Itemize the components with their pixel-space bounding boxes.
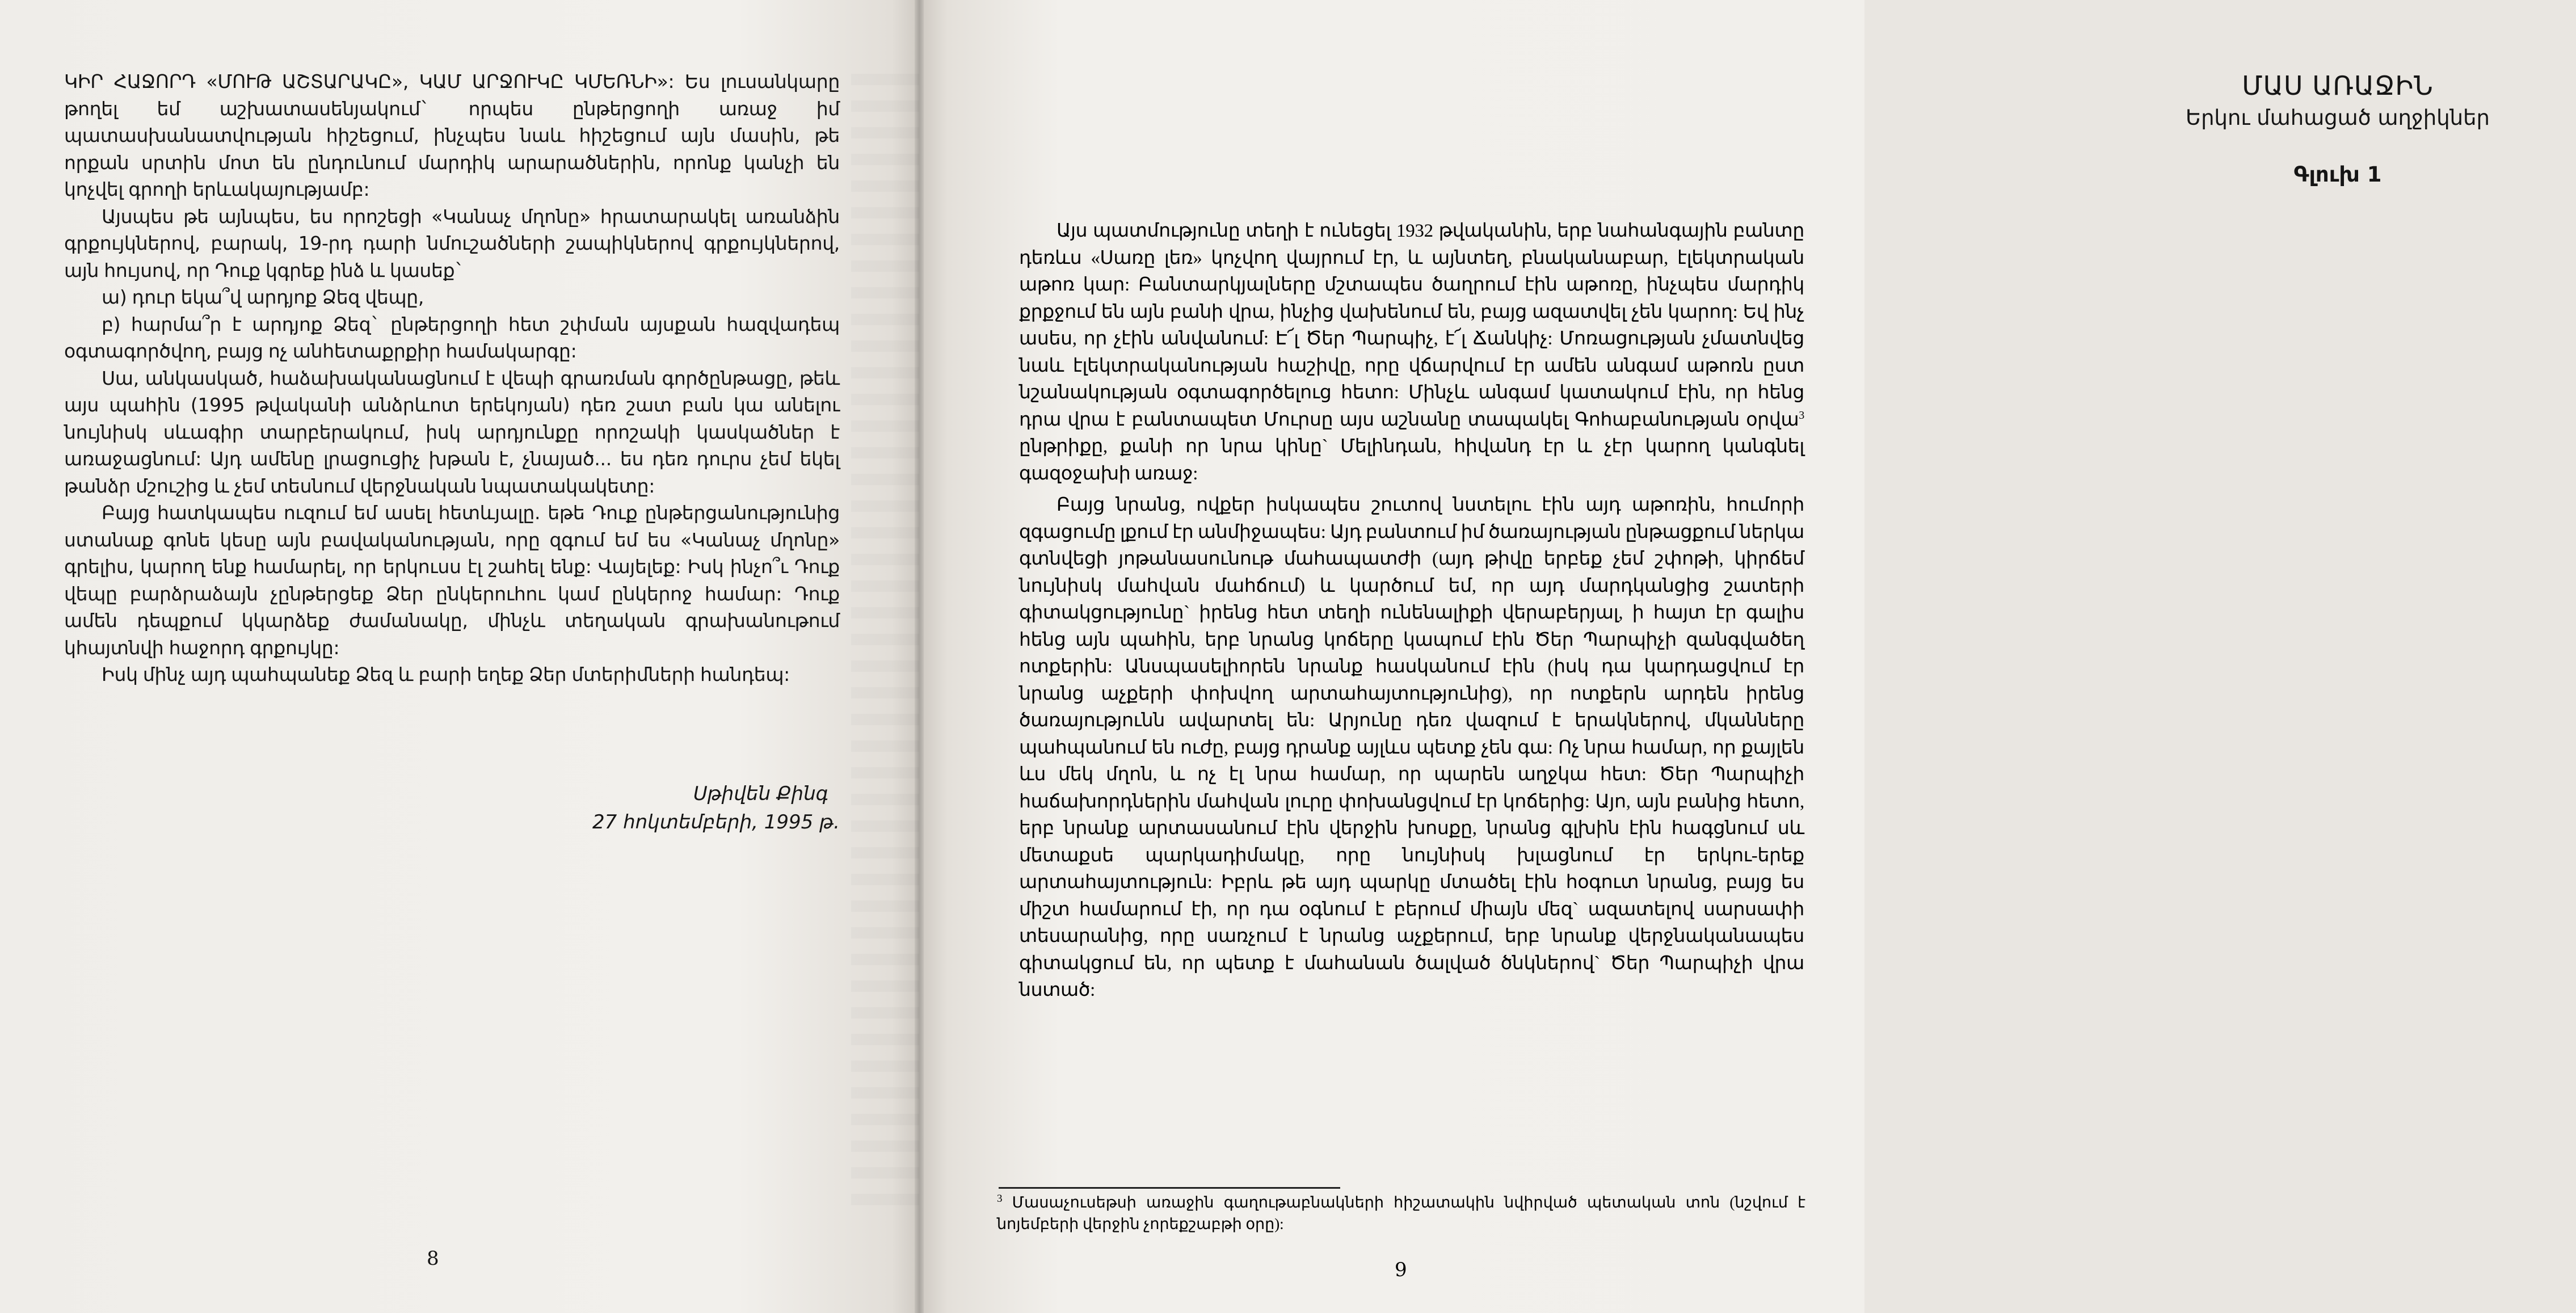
footnote-divider (999, 1187, 1340, 1189)
author-signature: Սթիվեն Քինգ (693, 782, 828, 805)
left-page (0, 0, 919, 1313)
chapter-title: Գլուխ 1 (2293, 162, 2382, 187)
paragraph-text: Այս պատմությունը տեղի է ունեցել 1932 թվականին, երբ նահանգային բանտը դեռևս «Սառը լեռ» կոչվող վայրում էր, և այնտեղ, բնականաբար, էլեկտրական աթոռ կար: Բանտարկյալները մշտապես ծաղրում էին աթոռը, ինչպես մարդիկ քրքջում են այն բանի վրա, ինչից վախենում են, բայց ազատվել չեն կարող: Եվ ինչ ասես, որ չէին անվանում: Է՜լ Ծեր Պարպիչ, է՜լ Ճանկիչ: Մոռացության չմատնվեց նաև էլեկտրականության հաշիվը, որը վճարվում էր ամեն անգամ աթոռն ըստ նշանակության օգտագործելուց հետո: Մինչև անգամ կատակում էին, որ հենց դրա վրա է բանտապետ Մուրսը այս աշնանը տապակել Գոհաբանության օրվա (1019, 221, 1804, 430)
book-gutter (915, 0, 924, 1313)
signature-block (340, 780, 840, 836)
right-page-body (1019, 218, 1804, 1004)
paragraph: ա) դուր եկա՞վ արդյոք Ձեզ վեպը, (102, 286, 424, 308)
paragraph: Բայց հատկապես ուզում եմ ասել հետևյալը. եթե Դուք ընթերցանությունից ստանաք գոնե կեսը այն բավականության, որը զգում եմ ես «Կանաչ մղոնը» գրելիս, կարող ենք համարել, որ երկուսս էլ շահել ենք: Վայելեք: Իսկ ինչո՞ւ Դուք վեպը բարձրաձայն չընթերցեք Ձեր ընկերուհու կամ ընկերոջ համար: Դուք ամեն դեպքում կկարձեք ժամանակը, մինչև տեղական գրախանութում կհայտնվի հաջորդ գրքույկը: (64, 502, 840, 659)
paragraph: Այսպես թե այնպես, ես որոշեցի «Կանաչ մղոնը» հրատարակել առանձին գրքույկներով, բարակ, 19-րդ դարի նմուշածների շապիկներով գրքույկներով, այն հույսով, որ Դուք կգրեք ինձ և կասեք` (64, 205, 840, 281)
footnote-text: Մասաչուսեթսի առաջին գաղութաբնակների հիշատակին նվիրված պետական տոն (նշվում է նոյեմբերի վերջին չորեքշաբթի օրը): (997, 1194, 1806, 1232)
left-page-body (64, 68, 840, 688)
show-through-text (851, 74, 919, 1209)
footnote (997, 1192, 1805, 1235)
page-number-right: 9 (1395, 1259, 1407, 1281)
page-number-left: 8 (427, 1247, 439, 1270)
part-subtitle: Երկու մահացած աղջիկներ (2185, 106, 2490, 130)
paragraph: Բայց նրանց, ովքեր իսկապես շուտով նստելու էին այդ աթոռին, հումորի զգացումը լքում էր անմիջապես: Այդ բանտում իմ ծառայության ընթացքում ներկա գտնվեցի յոթանասունութ մահապատժի (այդ թիվը երբեք չեմ շփոթի, կիրճեմ նույնիսկ մահվան մահճում) և կարծում եմ, որ այդ մարդկանցից շատերի գիտակցությունը` իրենց հետ տեղի ունենալիքի վերաբերյալ, ի հայտ էր գալիս հենց այն պահին, երբ նրանց կոճերը կապում էին Ծեր Պարպիչի զանգվածեղ ոտքերին: Անսպասելիորեն նրանք հասկանում էին (իսկ դա կարդացվում էր նրանց աչքերի փոխվող արտահայտությունից), որ ոտքերն արդեն իրենց ծառայությունն ավարտել են: Արյունը դեռ վազում է երակներով, մկանները պահպանում են ուժը, բայց դրանք այլևս պետք չեն գա: Ոչ նրա համար, որ քայլեն ևս մեկ մղոն, և ոչ էլ նրա համար, որ պարեն աղջկա հետ: Ծեր Պարպիչի հաճախորդներին մահվան լուրը փոխանցվում էր կոճերից: Այո, այն բանից հետո, երբ նրանք արտասանում էին վերջին խոսքը, նրանց գլխին էին հագցնում սև մետաքսե պարկադիմակը, որը նույնիսկ խլացնում էր երկու-երեք արտահայտություն: Իբրև թե այդ պարկը մտածել էին հօգուտ նրանց, բայց ես միշտ համարում էի, որ դա օգնում է բերում միայն մեզ` ազատելով սարսափի տեսարանից, որը սառչում է նրանց աչքերում, երբ նրանք վերջնականապես գիտակցում են, որ պետք է մահանան ծալված ծնկներով` Ծեր Պարպիչի վրա նստած: (1019, 495, 1804, 1000)
signature-date: 27 հոկտեմբերի, 1995 թ. (592, 811, 840, 834)
footnote-number: 3 (997, 1193, 1003, 1205)
paragraph (1019, 218, 1804, 487)
footnote-reference: 3 (1799, 409, 1804, 422)
paragraph: Իսկ մինչ այդ պահպանեք Ձեզ և բարի եղեք Ձեր մտերիմների հանդեպ: (102, 663, 790, 685)
paragraph: ԿԻՐ ՀԱՋՈՐԴ «ՄՈՒԹ ԱՇՏԱՐԱԿԸ», ԿԱՄ ԱՐՋՈՒԿԸ ԿՄԵՌՆԻ»: Ես լուսանկարը թողել եմ աշխատասենյակում` որպես ընթերցողի առաջ իմ պատասխանատվության հիշեցում, ինչպես նաև հիշեցում այն մասին, թե որքան սրտին մոտ են ընդունում մարդիկ արարածներին, որոնք կանչի են կոչվել գրողի երևակայությամբ: (64, 70, 840, 200)
paragraph: Սա, անկասկած, հաձախականացնում է վեպի գրառման գործընթացը, թեև այս պահին (1995 թվականի անձրևոտ երեկոյան) դեռ շատ բան կա անելու նույնիսկ սևագիր տարբերակում, իսկ արդյունքը որոշակի կասկածներ է առաջացնում: Այդ ամենը լրացուցիչ խթան է, չնայած... ես դեռ դուրս չեմ եկել թանձր մշուշից և չեմ տեսնում վերջնական նպատակակետը: (64, 367, 840, 497)
part-title: ՄԱՍ ԱՌԱՋԻՆ (2242, 70, 2434, 101)
paragraph: բ) հարմա՞ր է արդյոք Ձեզ` ընթերցողի հետ շփման այսքան հազվադեպ օգտագործվող, բայց ոչ անհետաքրքիր համակարգը: (64, 313, 840, 362)
paragraph-text: ընթրիքը, քանի որ նրա կինը` Մելինդան, հիվանդ էր և չէր կարող կանգնել գազօջախի առաջ: (1019, 436, 1804, 484)
